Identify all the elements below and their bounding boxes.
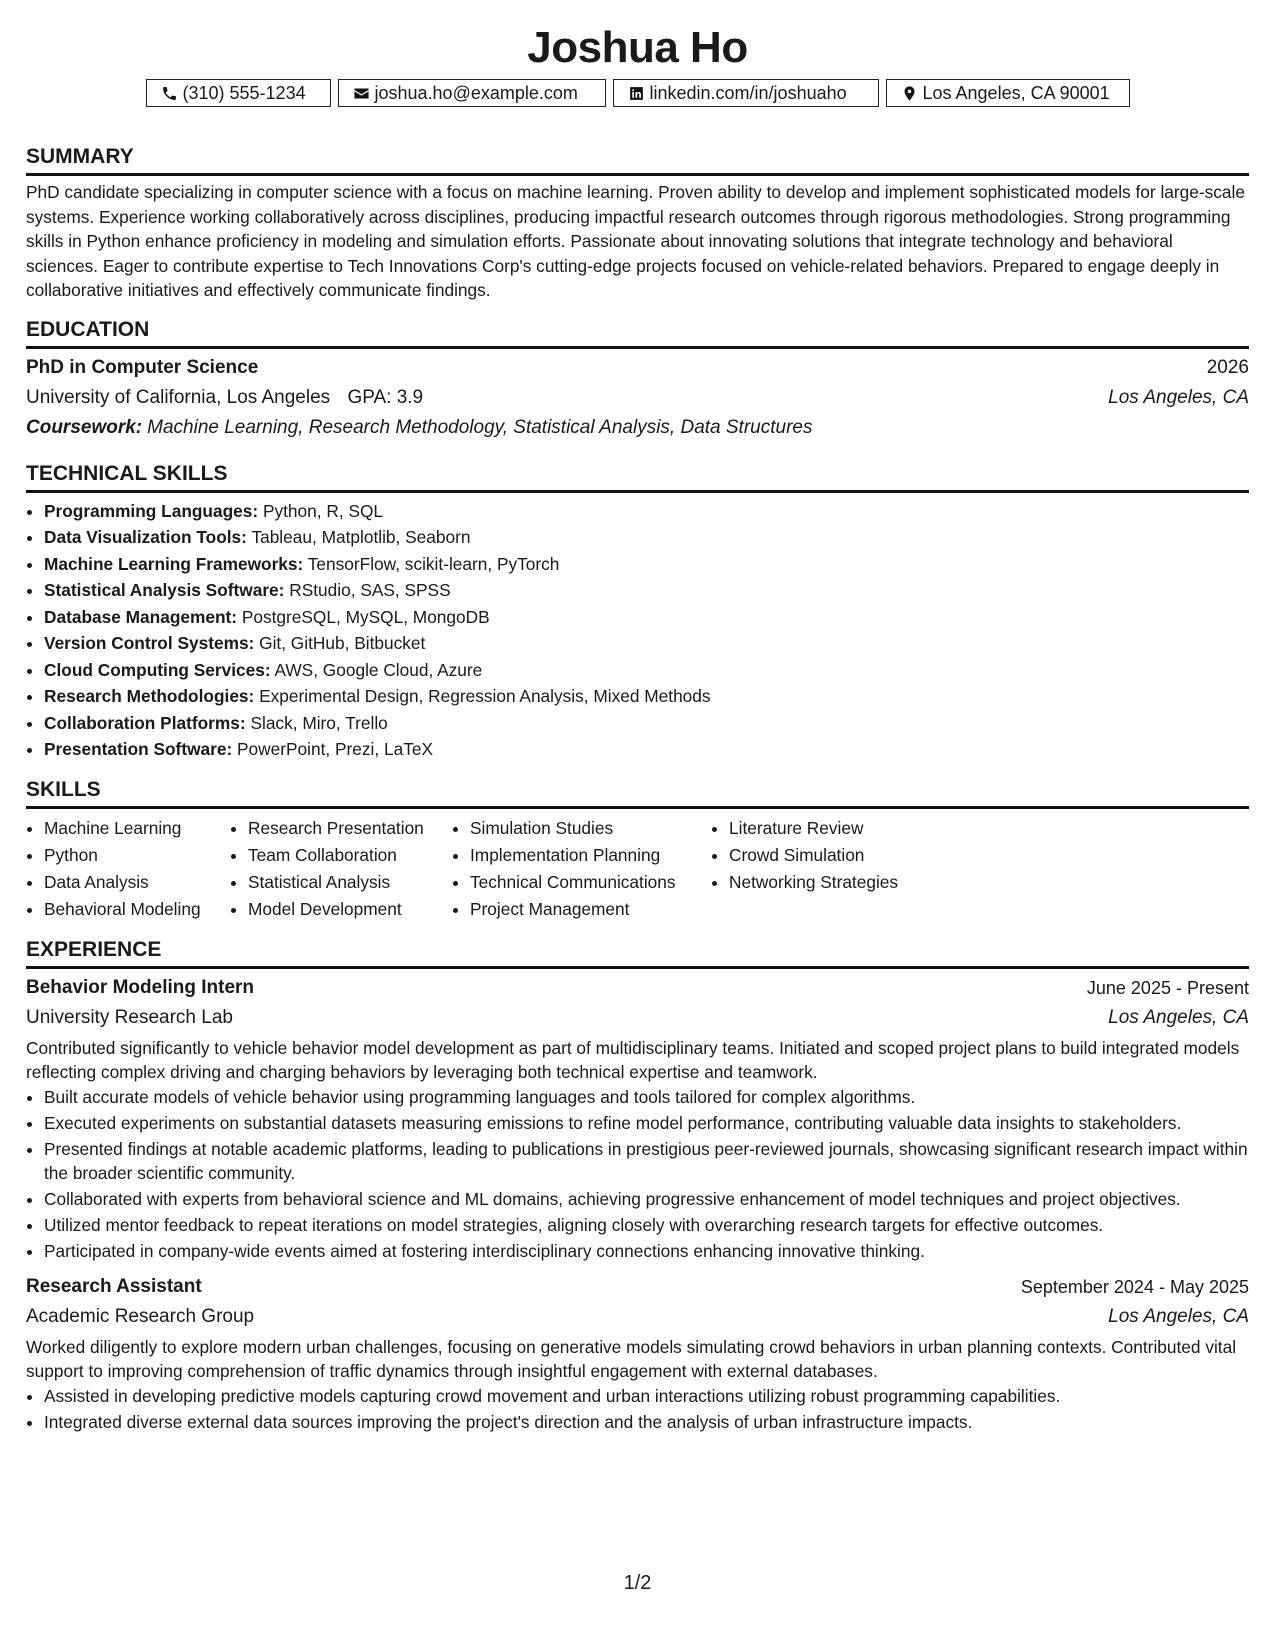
job-organization: University Research Lab (26, 1006, 233, 1028)
list-item: • Participated in company-wide events aimed at fostering interdisciplinary connections enhancing innovative thinking. (44, 1239, 1249, 1264)
school-location: Los Angeles, CA (1108, 386, 1249, 408)
experience-heading: EXPERIENCE (26, 937, 1249, 969)
email-text: joshua.ho@example.com (374, 82, 578, 103)
list-item: • Machine Learning (44, 815, 230, 842)
list-item: • Crowd Simulation (729, 842, 969, 869)
job-bullets (26, 1384, 1249, 1435)
school-name: University of California, Los Angeles (26, 386, 331, 408)
list-item: • Behavioral Modeling (44, 896, 230, 923)
list-item: • Integrated diverse external data sources improving the project's direction and the analysis of urban infrastructure impacts. (44, 1410, 1249, 1435)
list-item: • Machine Learning Frameworks: TensorFlow, scikit-learn, PyTorch (44, 551, 1249, 578)
skills-column (711, 815, 969, 923)
list-item: • Version Control Systems: Git, GitHub, Bitbucket (44, 630, 1249, 657)
job-title: Research Assistant (26, 1275, 202, 1297)
skills-heading: SKILLS (26, 777, 1249, 809)
linkedin-text: linkedin.com/in/joshuaho (649, 82, 847, 103)
contact-phone[interactable] (146, 79, 331, 107)
education-section (26, 317, 1249, 443)
job-title: Behavior Modeling Intern (26, 976, 255, 998)
list-item: • Implementation Planning (470, 842, 711, 869)
job-dates: September 2024 - May 2025 (1020, 1276, 1249, 1297)
skills-grid (26, 815, 1249, 923)
contact-linkedin[interactable] (613, 79, 879, 107)
list-item: • Collaboration Platforms: Slack, Miro, Trello (44, 710, 1249, 737)
resume-page (26, 0, 1249, 1436)
list-item: • Project Management (470, 896, 711, 923)
job-location: Los Angeles, CA (1108, 1006, 1249, 1028)
list-item: • Team Collaboration (248, 842, 452, 869)
coursework-list: Machine Learning, Research Methodology, Statistical Analysis, Data Structures (147, 416, 813, 438)
map-pin-icon (901, 85, 918, 102)
education-degree-row (26, 353, 1249, 383)
technical-skills-heading: TECHNICAL SKILLS (26, 461, 1249, 493)
envelope-icon (353, 85, 370, 102)
experience-entry (26, 973, 1249, 1264)
list-item: • Statistical Analysis Software: RStudio, SAS, SPSS (44, 577, 1249, 604)
list-item: • Assisted in developing predictive models capturing crowd movement and urban interactions utilizing robust programming capabilities. (44, 1384, 1249, 1409)
list-item: • Python (44, 842, 230, 869)
job-location: Los Angeles, CA (1108, 1305, 1249, 1327)
skills-column (230, 815, 452, 923)
list-item: • Presented findings at notable academic platforms, leading to publications in prestigious peer-reviewed journals, showcasing significant research impact within the broader scientific community. (44, 1137, 1249, 1186)
job-title-row (26, 1272, 1249, 1302)
job-bullets (26, 1085, 1249, 1264)
phone-text: (310) 555-1234 (182, 82, 306, 103)
coursework-label: Coursework: (26, 416, 143, 438)
experience-section (26, 937, 1249, 1435)
technical-skills-section (26, 461, 1249, 763)
job-org-row (26, 1003, 1249, 1033)
list-item: • Programming Languages: Python, R, SQL (44, 498, 1249, 525)
job-organization: Academic Research Group (26, 1305, 255, 1327)
list-item: • Cloud Computing Services: AWS, Google Cloud, Azure (44, 657, 1249, 684)
page-number: 1/2 (623, 1572, 652, 1594)
contact-bar (26, 79, 1249, 107)
list-item: • Data Analysis (44, 869, 230, 896)
education-heading: EDUCATION (26, 317, 1249, 349)
contact-location (886, 79, 1130, 107)
linkedin-icon (628, 85, 645, 102)
list-item: • Networking Strategies (729, 869, 969, 896)
list-item: • Utilized mentor feedback to repeat iterations on model strategies, aligning closely with overarching research targets for effective outcomes. (44, 1213, 1249, 1238)
list-item: • Research Methodologies: Experimental Design, Regression Analysis, Mixed Methods (44, 683, 1249, 710)
degree: PhD in Computer Science (26, 356, 259, 378)
summary-heading: SUMMARY (26, 144, 1249, 176)
list-item: • Presentation Software: PowerPoint, Prezi, LaTeX (44, 736, 1249, 763)
list-item: • Built accurate models of vehicle behavior using programming languages and tools tailored for complex algorithms. (44, 1085, 1249, 1110)
skills-column (452, 815, 711, 923)
list-item: • Research Presentation (248, 815, 452, 842)
list-item: • Data Visualization Tools: Tableau, Matplotlib, Seaborn (44, 524, 1249, 551)
list-item: • Statistical Analysis (248, 869, 452, 896)
gpa: GPA: 3.9 (347, 386, 424, 408)
list-item: • Database Management: PostgreSQL, MySQL, MongoDB (44, 604, 1249, 631)
skills-column (26, 815, 230, 923)
coursework-row (26, 413, 1249, 443)
contact-email[interactable] (338, 79, 606, 107)
job-org-row (26, 1302, 1249, 1332)
job-title-row (26, 973, 1249, 1003)
phone-icon (161, 85, 178, 102)
job-summary: Contributed significantly to vehicle behavior model development as part of multidisciplinary teams. Initiated and scoped project plans to build integrated models reflecting complex driving and charging behaviors by leveraging both technical expertise and teamwork. (26, 1037, 1240, 1082)
list-item: • Simulation Studies (470, 815, 711, 842)
list-item: • Executed experiments on substantial datasets measuring emissions to refine model performance, contributing valuable data insights to stakeholders. (44, 1111, 1249, 1136)
candidate-name: Joshua Ho (527, 23, 748, 72)
technical-skills-list (26, 498, 1249, 763)
list-item: • Model Development (248, 896, 452, 923)
summary-section (26, 144, 1249, 303)
location-text: Los Angeles, CA 90001 (922, 82, 1110, 103)
experience-entry (26, 1272, 1249, 1435)
skills-section (26, 777, 1249, 923)
summary-text: PhD candidate specializing in computer science with a focus on machine learning. Proven ability to develop and implement sophisticated models for large-scale systems. Experience working collaboratively across disciplines, producing impactful research outcomes through rigorous methodologies. Strong programming skills in Python enhance proficiency in modeling and simulation efforts. Passionate about innovating solutions that integrate technology and behavioral sciences. Eager to contribute expertise to Tech Innovations Corp's cutting-edge projects focused on vehicle-related behaviors. Prepared to engage deeply in collaborative initiatives and effectively communicate findings. (26, 182, 1245, 300)
education-school-row (26, 383, 1249, 413)
list-item: • Technical Communications (470, 869, 711, 896)
job-dates: June 2025 - Present (1086, 977, 1249, 998)
list-item: • Literature Review (729, 815, 969, 842)
job-summary: Worked diligently to explore modern urban challenges, focusing on generative models simulating crowd behaviors in urban planning contexts. Contributed vital support to improving comprehension of traffic dynamics through insightful engagement with external databases. (26, 1336, 1237, 1381)
graduation-year: 2026 (1206, 356, 1249, 378)
list-item: • Collaborated with experts from behavioral science and ML domains, achieving progressive enhancement of model techniques and project objectives. (44, 1187, 1249, 1212)
